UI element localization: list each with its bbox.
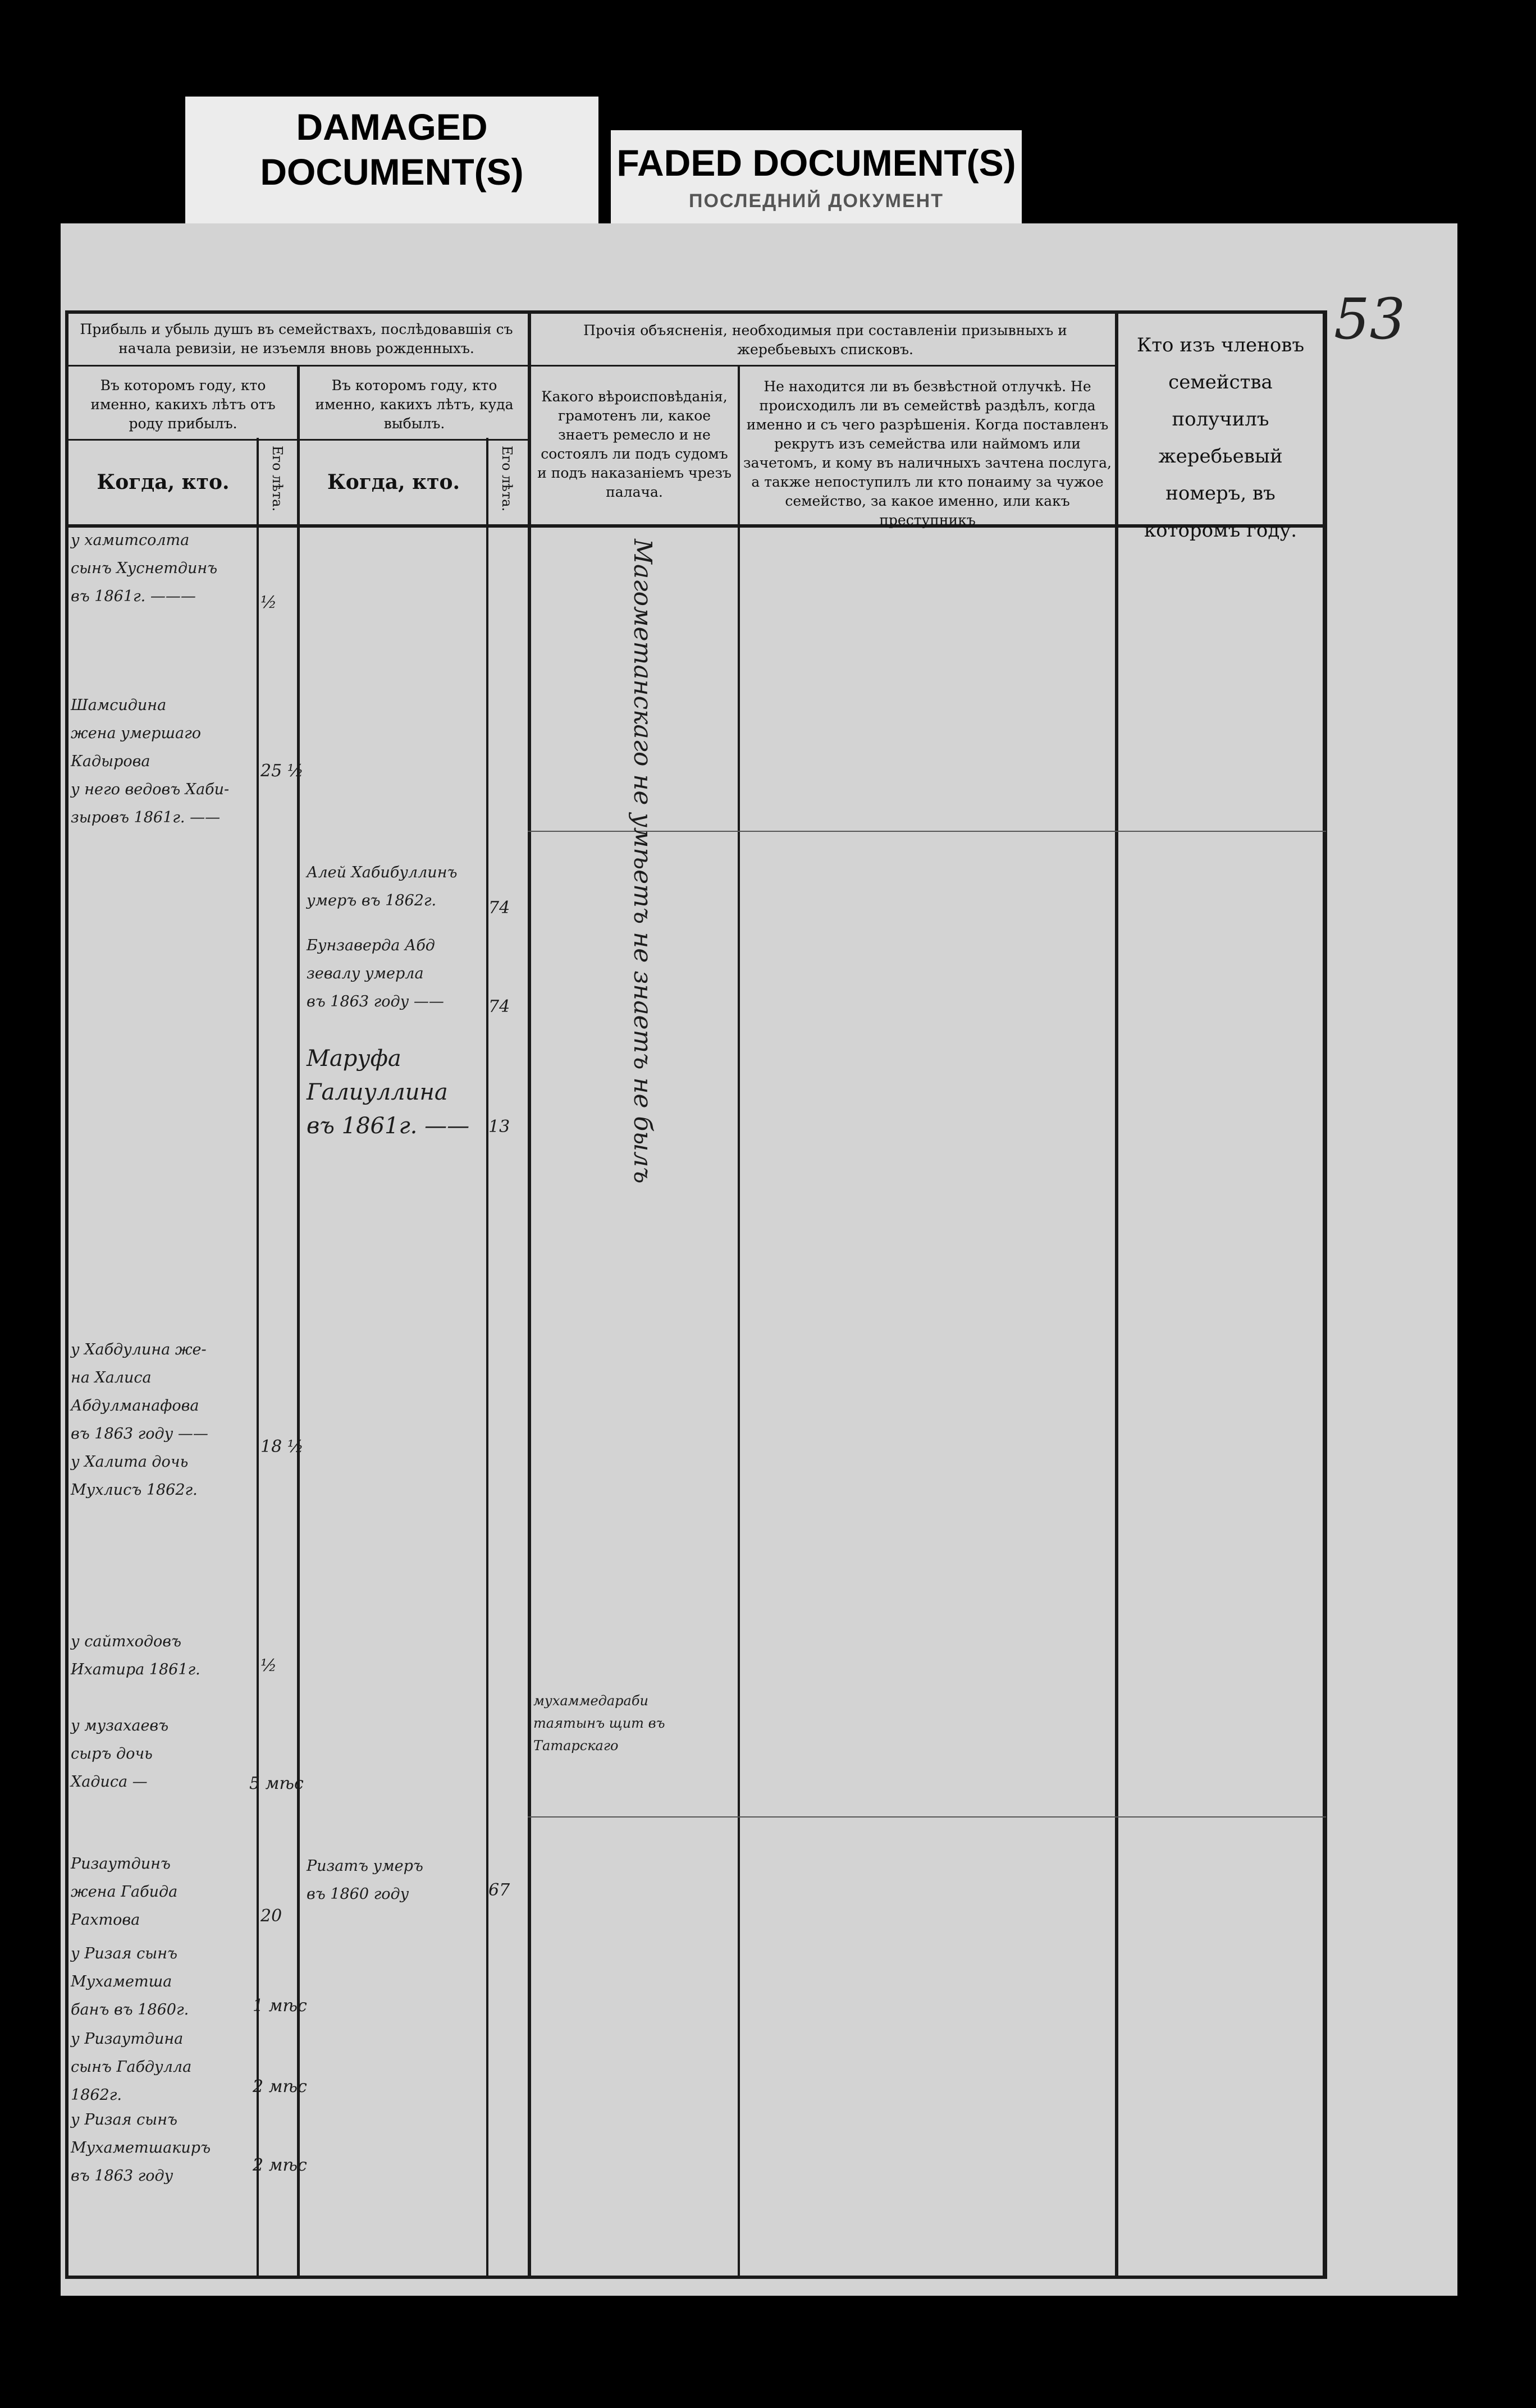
departure-age: 67: [488, 1880, 510, 1900]
arrival-entry: у Ризаутдина сынъ Габдулла 1862г.: [71, 2030, 192, 2104]
header-divider-1: [65, 365, 1117, 367]
arrival-entry: у Хабдулина же- на Халиса Абдулманафова въ 1863 году —— у Халита дочь Мухлисъ 1862г.: [71, 1341, 208, 1499]
col2-age-header: Его лѣта.: [499, 446, 515, 512]
arrival-entry: Шамсидина жена умершаго Кадырова у него ведовъ Хаби- зыровъ 1861г. ——: [71, 697, 230, 826]
departure-entry: Маруфа Галиуллина въ 1861г. ——: [307, 1046, 470, 1139]
faded-label-subtext: ПОСЛЕДНИЙ ДОКУМЕНТ: [689, 190, 944, 212]
arrival-age: 25 ½: [260, 761, 304, 781]
faded-label-text: FADED DOCUMENT(S): [616, 142, 1016, 184]
col2-when-who: Когда, кто.: [327, 470, 460, 494]
damaged-label-line-2: DOCUMENT(S): [260, 151, 524, 193]
departure-age: 74: [488, 997, 510, 1017]
arrival-age: 18 ½: [260, 1437, 304, 1457]
col1-when-who: Когда, кто.: [97, 470, 230, 494]
damaged-label-line-1: DAMAGED: [296, 106, 488, 148]
arrival-entry: у Ризая сынъ Мухаметша банъ въ 1860г.: [71, 1945, 189, 2018]
arrival-entry: у сайтходовъ Ихатира 1861г.: [71, 1633, 200, 1678]
page-number: 53: [1334, 286, 1406, 352]
table-right-border: [1323, 310, 1327, 2279]
col2-subheader: Въ которомъ году, кто именно, какихъ лѣтъ, куда выбылъ.: [315, 377, 514, 432]
arrival-entry: у хамитсолта сынъ Хуснетдинъ въ 1861г. ———: [71, 532, 218, 605]
departure-age: 13: [488, 1117, 510, 1137]
col1-age-header: Его лѣта.: [269, 446, 285, 512]
col-divider-group2: [528, 310, 531, 2278]
arrival-age: ½: [260, 593, 277, 612]
row-divider-2: [528, 1816, 1326, 1818]
arrival-entry: у музахаевъ сыръ дочь Хадиса —: [71, 1717, 169, 1791]
arrival-age: 5 мѣс: [249, 1774, 304, 1793]
header-divider-2: [65, 439, 530, 441]
religion-vertical-note: Магометанскаго не умѣетъ не знаетъ не былъ: [628, 539, 657, 1184]
arrival-entry: у Ризая сынъ Мухаметшакиръ въ 1863 году: [71, 2111, 211, 2185]
table-left-border: [65, 310, 68, 2279]
table-top-border: [65, 310, 1326, 314]
departure-age: 74: [488, 898, 510, 918]
col4-subheader: Не находится ли въ безвѣстной отлучкѣ. Не происходилъ ли въ семействѣ раздѣлъ, когда именно и съ чего разрѣшенія. Когда поставленъ рекрутъ изъ семейства или наймомъ или зачетомъ, и кому въ наличныхъ зачтена послуга, а также непоступилъ ли кто понаиму за чужое семейство, за какое именно, или какъ преступникъ: [743, 378, 1112, 528]
departure-entry: Ризатъ умеръ въ 1860 году: [307, 1857, 423, 1903]
religion-side-note: мухаммедараби таятынъ щит въ Татарскаго: [533, 1693, 665, 1754]
col-divider-age2: [486, 438, 488, 2278]
damaged-document-label: [185, 97, 598, 227]
departure-entry: Бунзаверда Абд зевалу умерла въ 1863 году ——: [307, 937, 444, 1010]
col5-header: Кто изъ членовъ семейства получилъ жеребьевый номеръ, въ которомъ году.: [1136, 334, 1305, 542]
table-bottom-border: [65, 2276, 1326, 2279]
arrival-age: 20: [260, 1906, 282, 1926]
col-divider-group: [297, 365, 300, 2278]
arrival-entry: Ризаутдинъ жена Габида Рахтова: [71, 1855, 178, 1929]
departure-entry: Алей Хабибуллинъ умеръ въ 1862г.: [307, 864, 458, 909]
col-divider-lot: [1115, 310, 1118, 2278]
col3-subheader: Какого вѣроисповѣданія, грамотенъ ли, какое знаетъ ремесло и не состоялъ ли подъ судомъ и подъ наказаніемъ чрезъ палача.: [537, 388, 732, 500]
col1-subheader: Въ которомъ году, кто именно, какихъ лѣтъ отъ роду прибылъ.: [90, 377, 276, 432]
arrival-age: 1 мѣс: [253, 1996, 307, 2016]
group2-title: Прочія объясненія, необходимыя при составленіи призывныхъ и жеребьевыхъ списковъ.: [583, 322, 1067, 358]
group1-title: Прибыль и убыль душъ въ семействахъ, послѣдовавшія съ начала ревизіи, не изъемля вновь рожденныхъ.: [80, 321, 513, 356]
arrival-age: 2 мѣс: [253, 2077, 307, 2096]
arrival-age: 2 мѣс: [253, 2155, 307, 2175]
arrival-age: ½: [260, 1656, 277, 1675]
col-divider-notes: [738, 365, 740, 2278]
